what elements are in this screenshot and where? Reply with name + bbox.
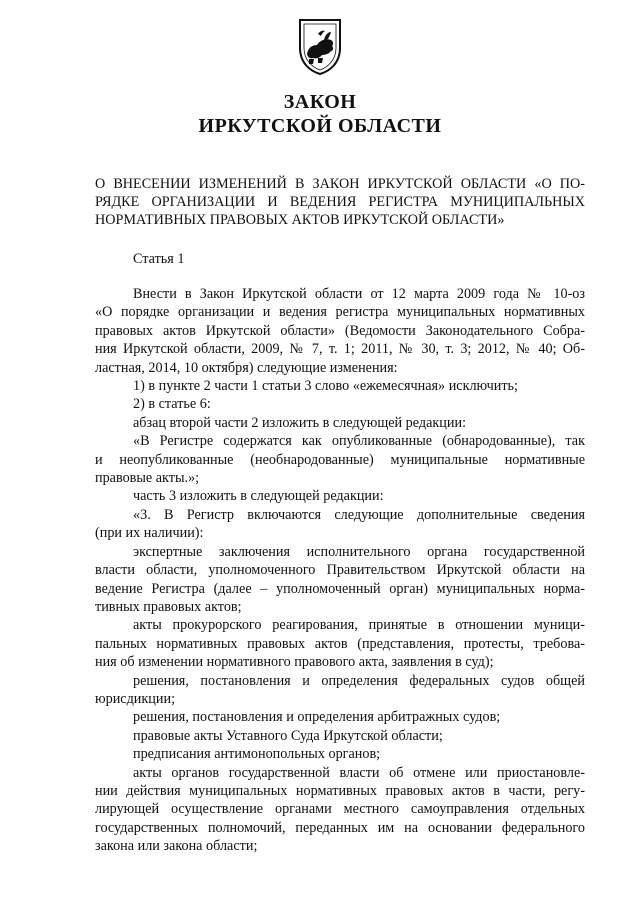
document-type-heading: ЗАКОН (283, 91, 357, 113)
body-text-line: нии действия муниципальных нормативных правовых актов в части, регу- (95, 782, 585, 799)
body-text-line: «О порядке организации и ведения регистра муниципальных нормативных (95, 304, 585, 321)
body-text-line: решения, постановления и определения арбитражных судов; (133, 709, 501, 726)
body-text-line: акты прокурорского реагирования, принятые в отношении муници- (133, 617, 585, 634)
body-text-line: лирующей осуществление органами местного самоуправления отдельных (95, 801, 585, 818)
body-text-line: «В Регистре содержатся как опубликованные (обнародованные), так (133, 433, 585, 450)
law-title-line: О ВНЕСЕНИИ ИЗМЕНЕНИЙ В ЗАКОН ИРКУТСКОЙ ОБЛАСТИ «О ПО- (95, 176, 585, 192)
article-heading: Статья 1 (133, 251, 185, 267)
body-text-line: 1) в пункте 2 части 1 статьи 3 слово «ежемесячная» исключить; (133, 378, 518, 395)
body-text-line: ведение Регистра (далее – уполномоченный орган) муниципальных норма- (95, 580, 585, 597)
body-text-line: ния Иркутской области, 2009, № 7, т. 1; 2011, № 30, т. 3; 2012, № 40; Об- (95, 341, 585, 358)
body-text-line: и неопубликованные (необнародованные) муниципальные нормативные (95, 451, 585, 468)
body-text-line: акты органов государственной власти об отмене или приостановле- (133, 764, 585, 781)
article-body (95, 285, 585, 856)
body-text-line: предписания антимонопольных органов; (133, 746, 381, 763)
body-text-line: государственных полномочий, переданных им на основании федерального (95, 819, 585, 836)
law-title-line: НОРМАТИВНЫХ ПРАВОВЫХ АКТОВ ИРКУТСКОЙ ОБЛАСТИ» (95, 212, 505, 228)
body-text-line: ния об изменении нормативного правового акта, заявления в суд); (95, 654, 494, 671)
body-text-line: правовые акты.»; (95, 470, 200, 487)
law-title-line: РЯДКЕ ОРГАНИЗАЦИИ И ВЕДЕНИЯ РЕГИСТРА МУНИЦИПАЛЬНЫХ (95, 194, 585, 210)
irkutsk-coat-of-arms-icon (298, 18, 342, 76)
body-text-line: абзац второй части 2 изложить в следующей редакции: (133, 414, 467, 431)
body-text-line: решения, постановления и определения федеральных судов общей (133, 672, 585, 689)
document-region-heading: ИРКУТСКОЙ ОБЛАСТИ (198, 115, 442, 137)
body-text-line: власти области, уполномоченного Правительством Иркутской области на (95, 562, 585, 579)
body-text-line: правовые акты Уставного Суда Иркутской области; (133, 727, 443, 744)
body-text-line: тивных правовых актов; (95, 598, 242, 615)
body-text-line: экспертные заключения исполнительного органа государственной (133, 543, 585, 560)
body-text-line: ластная, 2014, 10 октября) следующие изменения: (95, 359, 398, 376)
body-text-line: правовых актов Иркутской области» (Ведомости Законодательного Собра- (95, 322, 585, 339)
body-text-line: 2) в статье 6: (133, 396, 211, 413)
body-text-line: юрисдикции; (95, 690, 176, 707)
body-text-line: часть 3 изложить в следующей редакции: (133, 488, 384, 505)
body-text-line: Внести в Закон Иркутской области от 12 марта 2009 года № 10-оз (133, 286, 585, 302)
law-title (95, 175, 585, 229)
body-text-line: пальных нормативных правовых актов (представления, протесты, требова- (95, 635, 585, 652)
body-text-line: закона или закона области; (95, 838, 258, 855)
body-text-line: (при их наличии): (95, 525, 204, 542)
body-text-line: «3. В Регистр включаются следующие дополнительные сведения (133, 506, 585, 523)
